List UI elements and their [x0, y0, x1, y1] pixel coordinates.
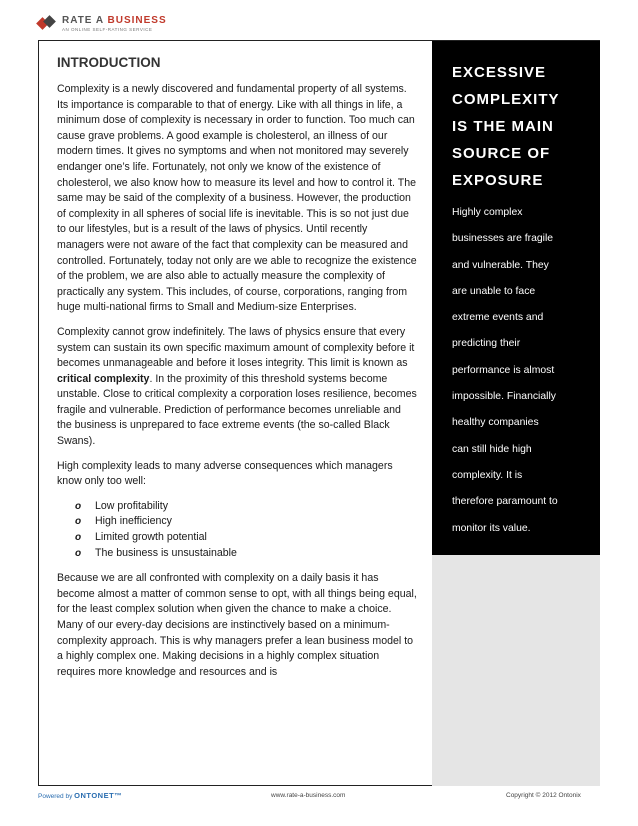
list-item: o Limited growth potential	[75, 531, 207, 544]
critical-complexity-term: critical complexity	[57, 372, 150, 385]
paragraph-1: Complexity is a newly discovered and fundamental property of all systems. Its importance is comparable to that of energy. Like with all things in life, a minimum dose of complexity is necessary in order to function. Too much can cause grave problems. A good example is cholesterol, an illness of our modern times. It gives no symptoms and when not monitored may severely endanger one’s life. Fortunately, not only we know of the existence of cholesterol, we also know how to measure its level and how to control it. The same may be said of the complexity of a business. However, the production of complexity in all spheres of social life is inevitable. This is so not just due to our lifestyles, but is a result of the laws of physics. Until recently managers were not aware of the fact that complexity can be measured and controlled. Fortunately, today not only are we able to recognize the existence of the problem, we are also able to actually measure the complexity of practically any system. This includes, of course, corporations, ranging from huge multi-national firms to Small and Medium-size Enterprises.	[57, 83, 417, 314]
sidebar-body: Highly complex businesses are fragile and vulnerable. They are unable to face extreme events and predicting their performance is almost impossible. Financially healthy companies can still hide high complexity. It is therefore paramount to monitor its value.	[452, 207, 558, 534]
paragraph-4: Because we are all confronted with complexity on a daily basis it has become almost a matter of common sense to opt, with all things being equal, for the least complex solution when given the chance to make a choice. Many of our every-day decisions are instinctively based on a minimum-complexity approach. This is why managers prefer a lean business model to a highly complex one. Making decisions in a highly complex situation requires more knowledge and resources and is	[57, 572, 417, 678]
powered-by: Powered by ONTONET™	[38, 791, 123, 800]
logo-name: RATE A BUSINESS	[62, 14, 167, 26]
sidebar-gray-panel	[432, 555, 600, 786]
list-item: o Low profitability	[75, 499, 169, 512]
footer-site-link[interactable]: www.rate-a-business.com	[271, 792, 346, 799]
main-column	[57, 55, 417, 689]
paragraph-2: Complexity cannot grow indefinitely. The laws of physics ensure that every system can sustain its own specific maximum amount of complexity before it becomes unmanageable and before it loses integrity. This limit is known as critical complexity. In the proximity of this threshold systems become unstable. Close to critical complexity a corporation loses resilience, becomes fragile and vulnerable. Prediction of performance becomes unreliable and the business is unprepared to face extreme events (the so-called Black Swans).	[57, 325, 417, 448]
page-footer	[0, 789, 638, 809]
sidebar-title: EXCESSIVE COMPLEXITY IS THE MAIN SOURCE OF EXPOSURE	[452, 64, 560, 189]
list-item: o The business is unsustainable	[75, 546, 237, 559]
ontonet-brand: ONTONET™	[74, 791, 123, 800]
section-title: INTRODUCTION	[57, 55, 161, 70]
page-frame	[38, 40, 600, 786]
logo-tagline: AN ONLINE SELF-RATING SERVICE	[62, 26, 153, 32]
header-logo	[38, 12, 167, 36]
sidebar-callout	[432, 41, 600, 555]
paragraph-3: High complexity leads to many adverse consequences which managers know only too well:	[57, 459, 393, 488]
logo-icon	[38, 15, 56, 33]
consequences-list	[57, 499, 417, 561]
list-item: o High inefficiency	[75, 515, 172, 528]
footer-copyright: Copyright © 2012 Ontonix	[506, 792, 581, 799]
